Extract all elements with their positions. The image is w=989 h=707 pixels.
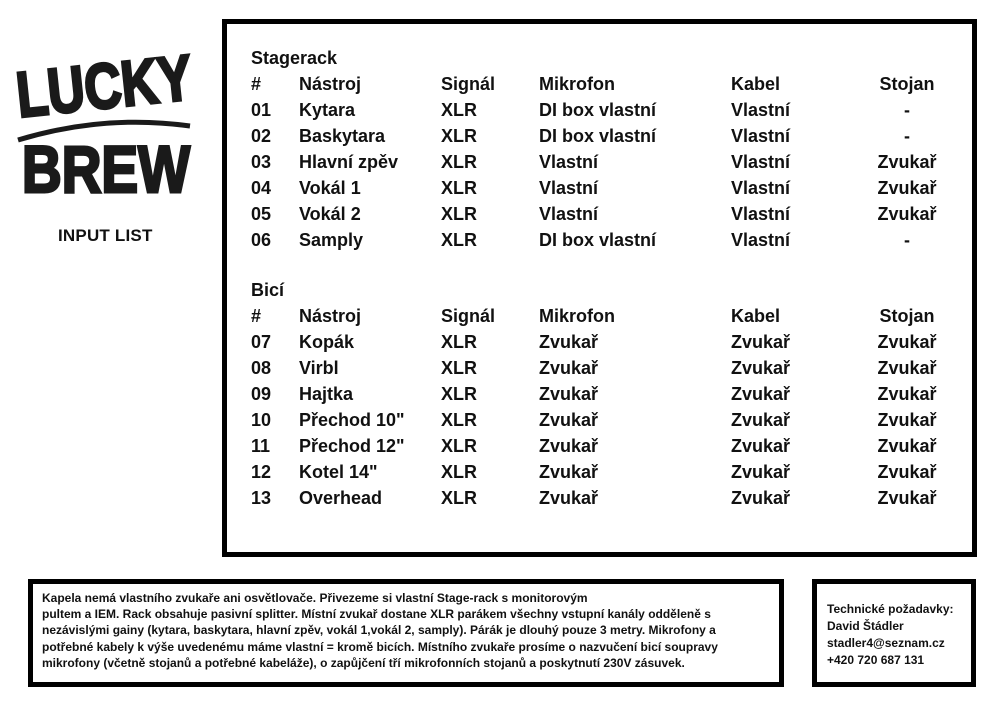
table-row xyxy=(227,410,972,434)
header-num: # xyxy=(251,306,262,326)
table-header-row xyxy=(227,306,972,330)
contact-box xyxy=(812,579,976,687)
cell-num: 10 xyxy=(251,410,272,430)
header-num: # xyxy=(251,74,262,94)
cell-stand: - xyxy=(904,126,910,146)
cell-cable: Zvukař xyxy=(731,384,791,404)
cell-cable: Zvukař xyxy=(731,410,791,430)
cell-stand: Zvukař xyxy=(877,178,937,198)
contact-heading: Technické požadavky: xyxy=(827,602,954,616)
cell-num: 03 xyxy=(251,152,272,172)
header-cable: Kabel xyxy=(731,306,781,326)
cell-microphone: Vlastní xyxy=(539,204,599,224)
cell-num: 07 xyxy=(251,332,272,352)
cell-num: 06 xyxy=(251,230,272,250)
band-logo xyxy=(6,14,240,206)
cell-stand: Zvukař xyxy=(877,384,937,404)
cell-microphone: Zvukař xyxy=(539,436,599,456)
cell-stand: Zvukař xyxy=(877,462,937,482)
cell-microphone: Zvukař xyxy=(539,488,599,508)
table-row xyxy=(227,100,972,124)
cell-signal: XLR xyxy=(441,358,477,378)
table-row xyxy=(227,204,972,228)
contact-phone[interactable]: +420 720 687 131 xyxy=(827,653,925,667)
cell-stand: Zvukař xyxy=(877,410,937,430)
cell-instrument: Hajtka xyxy=(299,384,354,404)
cell-instrument: Kopák xyxy=(299,332,355,352)
cell-num: 01 xyxy=(251,100,272,120)
cell-signal: XLR xyxy=(441,178,477,198)
table-row xyxy=(227,462,972,486)
cell-cable: Vlastní xyxy=(731,204,791,224)
cell-signal: XLR xyxy=(441,332,477,352)
cell-signal: XLR xyxy=(441,436,477,456)
table-row xyxy=(227,332,972,356)
table-header-row xyxy=(227,74,972,98)
cell-num: 02 xyxy=(251,126,272,146)
cell-cable: Vlastní xyxy=(731,178,791,198)
cell-signal: XLR xyxy=(441,204,477,224)
contact-name: David Štádler xyxy=(827,619,904,633)
cell-instrument: Overhead xyxy=(299,488,383,508)
cell-stand: Zvukař xyxy=(877,358,937,378)
cell-cable: Vlastní xyxy=(731,152,791,172)
cell-instrument: Hlavní zpěv xyxy=(299,152,399,172)
cell-cable: Vlastní xyxy=(731,230,791,250)
logo-text-lucky: LUCKY xyxy=(12,36,240,131)
cell-microphone: Zvukař xyxy=(539,332,599,352)
cell-stand: Zvukař xyxy=(877,204,937,224)
cell-cable: Zvukař xyxy=(731,332,791,352)
cell-signal: XLR xyxy=(441,462,477,482)
cell-instrument: Kotel 14" xyxy=(299,462,378,482)
cell-num: 13 xyxy=(251,488,272,508)
cell-cable: Zvukař xyxy=(731,436,791,456)
logo-text-brew: BREW xyxy=(22,132,191,206)
table-row xyxy=(227,152,972,176)
section-title-stagerack: Stagerack xyxy=(251,48,338,68)
cell-num: 12 xyxy=(251,462,272,482)
cell-signal: XLR xyxy=(441,126,477,146)
note-line: Kapela nemá vlastního zvukaře ani osvětlovače. Přivezeme si vlastní Stage-rack s monitorovým xyxy=(42,591,588,605)
header-cable: Kabel xyxy=(731,74,781,94)
header-signal: Signál xyxy=(441,306,496,326)
cell-stand: Zvukař xyxy=(877,332,937,352)
input-list-table xyxy=(222,19,977,557)
table-row xyxy=(227,488,972,512)
cell-instrument: Přechod 10" xyxy=(299,410,405,430)
cell-microphone: Vlastní xyxy=(539,178,599,198)
cell-num: 04 xyxy=(251,178,272,198)
cell-stand: Zvukař xyxy=(877,152,937,172)
cell-stand: Zvukař xyxy=(877,488,937,508)
table-row xyxy=(227,384,972,408)
header-signal: Signál xyxy=(441,74,496,94)
cell-cable: Vlastní xyxy=(731,100,791,120)
cell-instrument: Kytara xyxy=(299,100,356,120)
cell-microphone: DI box vlastní xyxy=(539,230,657,250)
cell-stand: - xyxy=(904,230,910,250)
cell-cable: Zvukař xyxy=(731,488,791,508)
table-row xyxy=(227,436,972,460)
cell-signal: XLR xyxy=(441,410,477,430)
notes-box xyxy=(28,579,784,687)
note-line: pultem a IEM. Rack obsahuje pasivní splitter. Místní zvukař dostane XLR parákem všechny vstupní kanály odděleně s xyxy=(42,607,711,622)
table-row xyxy=(227,126,972,150)
cell-cable: Zvukař xyxy=(731,358,791,378)
table-row xyxy=(227,358,972,382)
cell-num: 05 xyxy=(251,204,272,224)
cell-signal: XLR xyxy=(441,100,477,120)
header-microphone: Mikrofon xyxy=(539,74,615,94)
cell-instrument: Vokál 2 xyxy=(299,204,361,224)
cell-stand: - xyxy=(904,100,910,120)
cell-microphone: Zvukař xyxy=(539,384,599,404)
cell-num: 11 xyxy=(251,436,271,456)
cell-instrument: Vokál 1 xyxy=(299,178,361,198)
cell-signal: XLR xyxy=(441,384,477,404)
header-instrument: Nástroj xyxy=(299,74,362,94)
cell-microphone: Vlastní xyxy=(539,152,599,172)
cell-num: 09 xyxy=(251,384,272,404)
header-stand: Stojan xyxy=(879,74,935,94)
cell-cable: Zvukař xyxy=(731,462,791,482)
note-line: mikrofony (včetně stojanů a potřebné kabeláže), o zapůjčení tří mikrofonních stojanů a poskytnutí 230V zásuvek. xyxy=(42,655,685,670)
cell-microphone: DI box vlastní xyxy=(539,100,657,120)
cell-signal: XLR xyxy=(441,230,477,250)
cell-instrument: Virbl xyxy=(299,358,339,378)
table-row xyxy=(227,178,972,202)
table-row xyxy=(227,230,972,254)
cell-microphone: DI box vlastní xyxy=(539,126,657,146)
section-title-drums: Bicí xyxy=(251,280,285,300)
header-stand: Stojan xyxy=(879,306,935,326)
cell-num: 08 xyxy=(251,358,272,378)
cell-microphone: Zvukař xyxy=(539,462,599,482)
note-line: potřebné kabely k výše uvedenému máme vlastní = kromě bicích. Místního zvukaře prosíme o nazvučení bicí soupravy xyxy=(42,639,718,654)
input-list-title: INPUT LIST xyxy=(58,226,153,245)
cell-microphone: Zvukař xyxy=(539,358,599,378)
cell-signal: XLR xyxy=(441,488,477,508)
cell-instrument: Samply xyxy=(299,230,364,250)
cell-instrument: Přechod 12" xyxy=(299,436,405,456)
header-instrument: Nástroj xyxy=(299,306,362,326)
cell-signal: XLR xyxy=(441,152,477,172)
cell-microphone: Zvukař xyxy=(539,410,599,430)
cell-cable: Vlastní xyxy=(731,126,791,146)
contact-email[interactable]: stadler4@seznam.cz xyxy=(827,636,945,650)
header-microphone: Mikrofon xyxy=(539,306,615,326)
note-line: nezávislými gainy (kytara, baskytara, hlavní zpěv, vokál 1,vokál 2, samply). Párák je dlouhý pouze 3 metry. Mikrofony a xyxy=(42,623,716,638)
cell-instrument: Baskytara xyxy=(299,126,386,146)
cell-stand: Zvukař xyxy=(877,436,937,456)
